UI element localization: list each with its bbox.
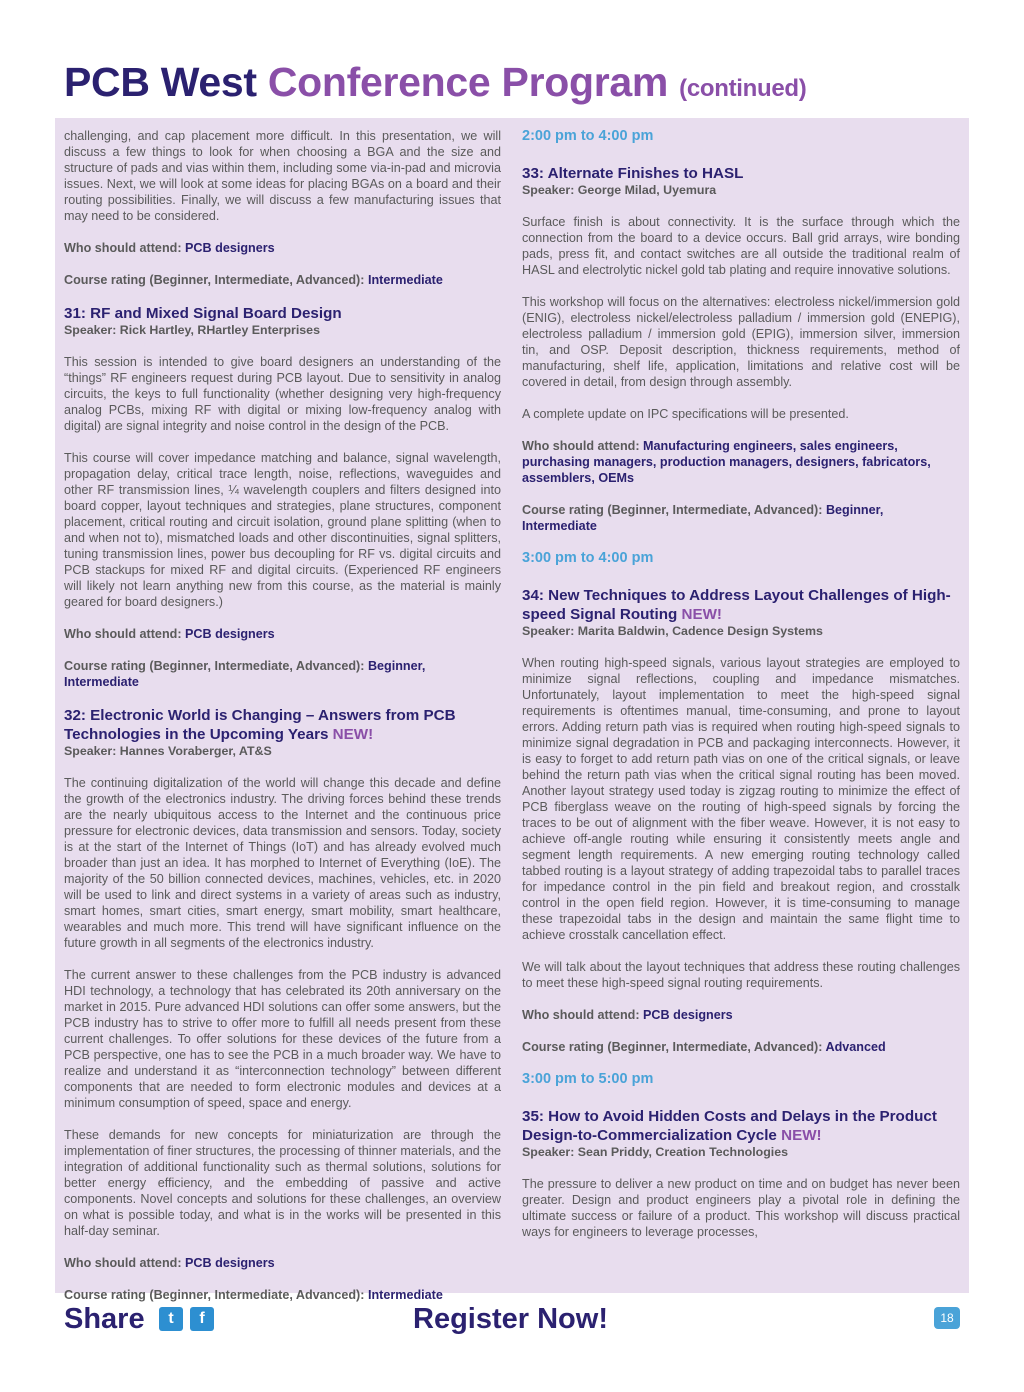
attend-value: Manufacturing engineers, sales engineers, purchasing managers, production managers, designers, fabricators, assemblers, OEMs [522, 439, 931, 485]
time-slot-3: 3:00 pm to 5:00 pm [522, 1071, 654, 1087]
rating-value: Beginner, Intermediate [522, 503, 884, 533]
attend-label: Who should attend: [522, 1008, 640, 1022]
session-35-title-text: 35: How to Avoid Hidden Costs and Delays in the Product Design-to-Commercialization Cycle [522, 1108, 937, 1144]
session-31-paragraph-2: This course will cover impedance matching and balance, signal wavelength, propagation delay, critical trace length, noise, reflections, waveguides and other RF transmission lines, ¼ wavelength couplers and filters designed into board copper, layout techniques and strategies, plane structures, component placement, critical routing and circuit isolation, ground plane splitting (when to and when not to), mismatched loads and other discontinuities, signal splitters, tuning transmission lines, power bus decoupling for RF vs. digital circuits and PCB stackups for mixed RF and digital circuits. (Experienced RF engineers will likely not learn anything new from this course, as the material is mainly geared for board designers.) [64, 451, 501, 609]
twitter-icon[interactable]: t [159, 1307, 183, 1331]
session-31-title: 31: RF and Mixed Signal Board Design [64, 305, 342, 322]
attend-label: Who should attend: [64, 627, 182, 641]
session-32-paragraph-3: These demands for new concepts for miniaturization are through the implementation of finer structures, the processing of thinner materials, and the integration of additional functionality such as thermal solutions, solutions for better energy efficiency, and the embedding of passive and active components. Novel concepts and solutions for these challenges, an overview on what is possible today, and what is in the works will be presented in this half-day seminar. [64, 1128, 501, 1238]
attend-line [64, 240, 501, 256]
session-34-attend [522, 1007, 960, 1023]
rating-label: Course rating (Beginner, Intermediate, Advanced): [64, 659, 365, 673]
left-column [64, 128, 501, 1319]
new-badge: NEW! [781, 1127, 822, 1144]
session-34-title-text: 34: New Techniques to Address Layout Challenges of High-speed Signal Routing [522, 587, 951, 623]
title-continued: (continued) [679, 75, 807, 102]
facebook-icon[interactable]: f [190, 1307, 214, 1331]
session-34-speaker: Speaker: Marita Baldwin, Cadence Design Systems [522, 624, 823, 638]
session-33-paragraph-1: Surface finish is about connectivity. It is the surface through which the connection from the board to a device occurs. Ball grid arrays, wire bonding pads, press fit, and contact switches are all outside the traditional realm of HASL and electrolytic nickel gold tab plating and require innovative solutions. [522, 215, 960, 277]
page-number: 18 [934, 1307, 960, 1329]
attend-label: Who should attend: [64, 241, 182, 255]
rating-label: Course rating (Beginner, Intermediate, Advanced): [522, 503, 823, 517]
session-31-paragraph-1: This session is intended to give board designers an understanding of the “things” RF engineers request during PCB layout. Due to sensitivity in analog circuits, the keys to full functionality (whether designing very high-frequency analog PCBs, mixing RF with digital or mixing low-frequency analog with digital) are signal integrity and noise control in the design of the PCB. [64, 355, 501, 433]
new-badge: NEW! [332, 726, 374, 743]
right-column [522, 128, 960, 1240]
session-33-speaker: Speaker: George Milad, Uyemura [522, 183, 717, 197]
attend-value: PCB designers [185, 1256, 275, 1270]
session-31-rating [64, 658, 501, 690]
register-now-link[interactable]: Register Now! [413, 1303, 608, 1335]
session-33-paragraph-2: This workshop will focus on the alternatives: electroless nickel/immersion gold (ENIG), electroless nickel/electroless palladium / immersion gold (ENEPIG), electroless palladium / immersion gold (EPIG), immersion silver, immersion tin, and OSP. Deposit description, thickness requirements, method of manufacturing, shelf life, application, limitations and relative cost will be covered in detail, from design through assembly. [522, 295, 960, 389]
session-35-speaker: Speaker: Sean Priddy, Creation Technologies [522, 1145, 789, 1159]
session-35-paragraph-1: The pressure to deliver a new product on time and on budget has never been greater. Design and product engineers play a pivotal role in defining the ultimate success or failure of a product. This workshop will discuss practical ways for engineers to leverage processes, [522, 1177, 960, 1239]
session-33-rating [522, 502, 960, 534]
title-pcb-west: PCB West [64, 59, 257, 105]
rating-line [64, 272, 501, 288]
attend-value: PCB designers [185, 241, 275, 255]
session-32-title-text: 32: Electronic World is Changing – Answers from PCB Technologies in the Upcoming Years [64, 707, 456, 743]
session-34-paragraph-2: We will talk about the layout techniques that address these routing challenges to meet these high-speed signal routing requirements. [522, 960, 960, 990]
session-34-title [522, 586, 960, 624]
title-conference-program: Conference Program [267, 59, 669, 105]
session-33-paragraph-3: A complete update on IPC specifications will be presented. [522, 407, 849, 421]
session-33-title: 33: Alternate Finishes to HASL [522, 165, 744, 182]
session-32-attend [64, 1255, 501, 1271]
time-slot-2: 3:00 pm to 4:00 pm [522, 550, 654, 566]
attend-value: PCB designers [643, 1008, 733, 1022]
rating-value: Advanced [825, 1040, 886, 1054]
attend-label: Who should attend: [64, 1256, 182, 1270]
session-32-paragraph-2: The current answer to these challenges from the PCB industry is advanced HDI technology, a technology that has celebrated its 20th anniversary on the market in 2015. Pure advanced HDI solutions can offer some answers, but the PCB industry has to strive to offer more to fulfill all needs present from these current challenges. To offer solutions for these devices of the future from a PCB perspective, one has to see the PCB in a much broader way. We have to realize and understand it as “interconnection technology” between different components that are needed to form electronic modules and devices at a minimum consumption of speed, space and energy. [64, 968, 501, 1110]
rating-label: Course rating (Beginner, Intermediate, Advanced): [64, 1288, 365, 1302]
session-32-speaker: Speaker: Hannes Voraberger, AT&S [64, 744, 272, 758]
rating-value: Intermediate [367, 273, 443, 287]
attend-label: Who should attend: [522, 439, 640, 453]
rating-value: Beginner, Intermediate [64, 659, 426, 689]
page-title [64, 56, 806, 115]
session-35-title [522, 1107, 960, 1145]
session-34-rating [522, 1039, 960, 1055]
new-badge: NEW! [681, 606, 722, 623]
session-32-title [64, 706, 501, 744]
session-31-attend [64, 626, 501, 642]
rating-label: Course rating (Beginner, Intermediate, Advanced): [64, 273, 365, 287]
session-31-speaker: Speaker: Rick Hartley, RHartley Enterprises [64, 323, 320, 337]
rating-label: Course rating (Beginner, Intermediate, Advanced): [522, 1040, 823, 1054]
attend-value: PCB designers [185, 627, 275, 641]
session-33-attend [522, 438, 960, 486]
share-label: Share [64, 1303, 145, 1335]
rating-value: Intermediate [367, 1288, 443, 1302]
time-slot-1: 2:00 pm to 4:00 pm [522, 128, 654, 144]
intro-paragraph: challenging, and cap placement more difficult. In this presentation, we will discuss a few things to look for when choosing a BGA and the size and structure of pads and vias within them, including some via-in-pad and microvia issues. Next, we will look at some ideas for placing BGAs on a board and their routing possibilities. Finally, we will discuss a few manufacturing issues that may need to be considered. [64, 129, 501, 223]
session-34-paragraph-1: When routing high-speed signals, various layout strategies are employed to minimize signal reflections, coupling and impedance mismatches. Unfortunately, layout implementation to meet the high-speed signal requirements is oftentimes manual, time-consuming, and prone to layout errors. Adding return path vias is required when routing high-speed signals to minimize signal degradation in PCB and packaging interconnects. However, it is easy to forget to add return path vias on one of the critical signals, or leave behind the return path vias when the critical signal routing has been moved. Another layout strategy used today is zigzag routing to minimize the effect of PCB fiberglass weave on the routing of high-speed signals by forcing the traces to be out of alignment with the fiber weave. However, it is not easy to achieve off-angle routing while ensuring it consistently meets angle and segment length requirements. A new emerging routing technology called tabbed routing is a layout strategy of adding trapezoidal tabs to parallel traces for impedance control in the pin field and breakout region, and crosstalk control in the open field region. However, it is time-consuming to manage these trapezoidal tabs in the design and maintain the same flight time to achieve crosstalk cancellation effect. [522, 656, 960, 942]
session-32-paragraph-1: The continuing digitalization of the world will change this decade and define the growth of the electronics industry. The driving forces behind these trends are the nearly ubiquitous access to the Internet and the continuous price pressure for electronic devices, data transmission and sensors. Today, society is at the start of the Internet of Things (IoT) and has already evolved much broader than just an idea. It has morphed to Internet of Everything (IoE). The majority of the 50 billion connected devices, machines, vehicles, etc. in 2020 will be used to link and direct systems in a variety of areas such as industry, smart homes, smart cities, smart energy, smart mobility, smart healthcare, wearables and much more. This trend will have significant influence on the future growth in all segments of the electronics industry. [64, 776, 501, 950]
